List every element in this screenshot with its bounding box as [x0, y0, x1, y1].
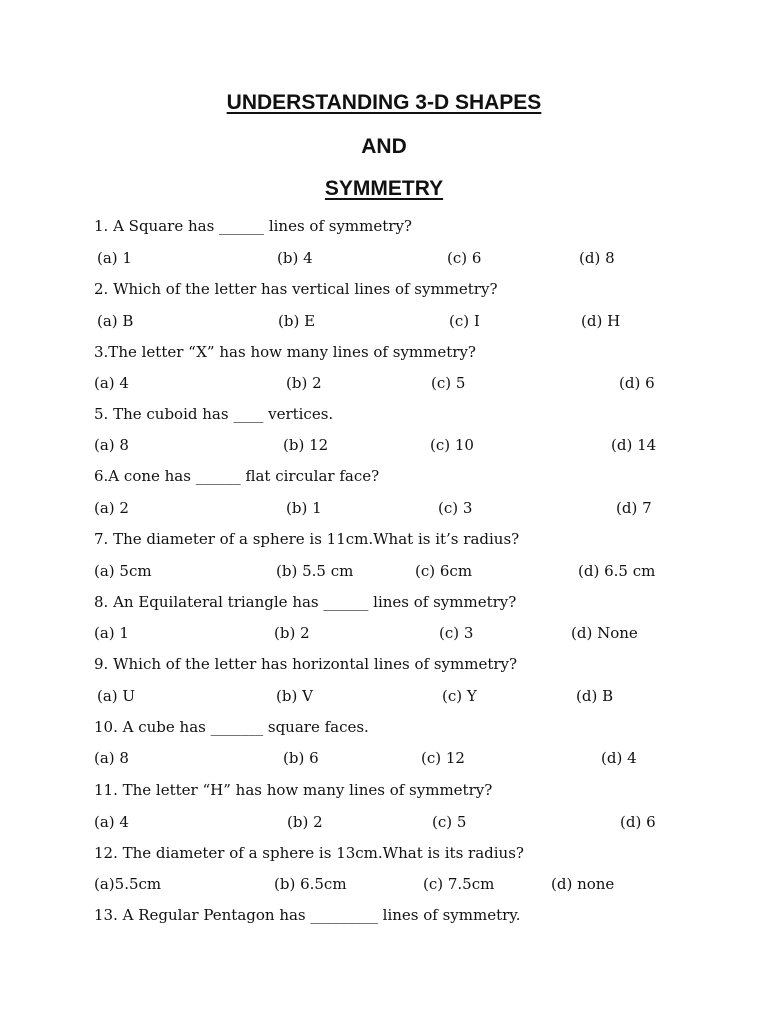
title-line-3: SYMMETRY [324, 177, 444, 200]
title-line-2: AND [361, 135, 407, 158]
question-11-option-a: (a) 4 [94, 813, 129, 831]
question-5: 5. The cuboid has ____ vertices. [94, 405, 334, 423]
question-7-option-c: (c) 6cm [415, 562, 473, 580]
title-line-1: UNDERSTANDING 3-D SHAPES [226, 91, 542, 114]
question-7-option-a: (a) 5cm [94, 562, 152, 580]
question-11-option-c: (c) 5 [432, 813, 467, 831]
question-8-option-a: (a) 1 [94, 624, 129, 642]
question-10-option-b: (b) 6 [283, 749, 319, 767]
question-8-option-c: (c) 3 [439, 624, 474, 642]
question-9-option-b: (b) V [276, 687, 313, 705]
question-6-option-b: (b) 1 [286, 499, 322, 517]
question-7-option-d: (d) 6.5 cm [578, 562, 656, 580]
question-10: 10. A cube has _______ square faces. [94, 718, 369, 736]
question-5-option-c: (c) 10 [430, 436, 474, 454]
question-1-option-a: (a) 1 [97, 249, 132, 267]
question-2-option-c: (c) I [449, 312, 480, 330]
question-3-option-b: (b) 2 [286, 374, 322, 392]
question-1-option-c: (c) 6 [447, 249, 482, 267]
question-6-option-d: (d) 7 [616, 499, 652, 517]
question-1-option-d: (d) 8 [579, 249, 615, 267]
question-1: 1. A Square has ______ lines of symmetry? [94, 217, 412, 235]
question-6-option-c: (c) 3 [438, 499, 473, 517]
question-12: 12. The diameter of a sphere is 13cm.What is its radius? [94, 844, 524, 862]
question-11: 11. The letter “H” has how many lines of symmetry? [94, 781, 493, 799]
question-12-option-b: (b) 6.5cm [274, 875, 347, 893]
question-7-option-b: (b) 5.5 cm [276, 562, 354, 580]
question-8: 8. An Equilateral triangle has ______ lines of symmetry? [94, 593, 517, 611]
question-2-option-b: (b) E [278, 312, 316, 330]
question-3-option-a: (a) 4 [94, 374, 129, 392]
question-10-option-d: (d) 4 [601, 749, 637, 767]
question-2-option-d: (d) H [581, 312, 621, 330]
question-11-option-d: (d) 6 [620, 813, 656, 831]
question-5-option-a: (a) 8 [94, 436, 129, 454]
question-6: 6.A cone has ______ flat circular face? [94, 467, 380, 485]
question-3-option-d: (d) 6 [619, 374, 655, 392]
question-8-option-d: (d) None [571, 624, 638, 642]
question-1-option-b: (b) 4 [277, 249, 313, 267]
question-12-option-a: (a)5.5cm [94, 875, 162, 893]
question-11-option-b: (b) 2 [287, 813, 323, 831]
question-12-option-d: (d) none [551, 875, 615, 893]
question-6-option-a: (a) 2 [94, 499, 129, 517]
question-12-option-c: (c) 7.5cm [423, 875, 495, 893]
question-9-option-c: (c) Y [442, 687, 477, 705]
question-3: 3.The letter “X” has how many lines of symmetry? [94, 343, 476, 361]
question-9: 9. Which of the letter has horizontal lines of symmetry? [94, 655, 518, 673]
question-2-option-a: (a) B [97, 312, 134, 330]
question-9-option-a: (a) U [97, 687, 136, 705]
question-10-option-c: (c) 12 [421, 749, 465, 767]
question-5-option-d: (d) 14 [611, 436, 657, 454]
question-13: 13. A Regular Pentagon has _________ lines of symmetry. [94, 906, 521, 924]
question-9-option-d: (d) B [576, 687, 614, 705]
question-5-option-b: (b) 12 [283, 436, 329, 454]
question-7: 7. The diameter of a sphere is 11cm.What is it’s radius? [94, 530, 520, 548]
question-2: 2. Which of the letter has vertical lines of symmetry? [94, 280, 498, 298]
question-8-option-b: (b) 2 [274, 624, 310, 642]
question-3-option-c: (c) 5 [431, 374, 466, 392]
question-10-option-a: (a) 8 [94, 749, 129, 767]
